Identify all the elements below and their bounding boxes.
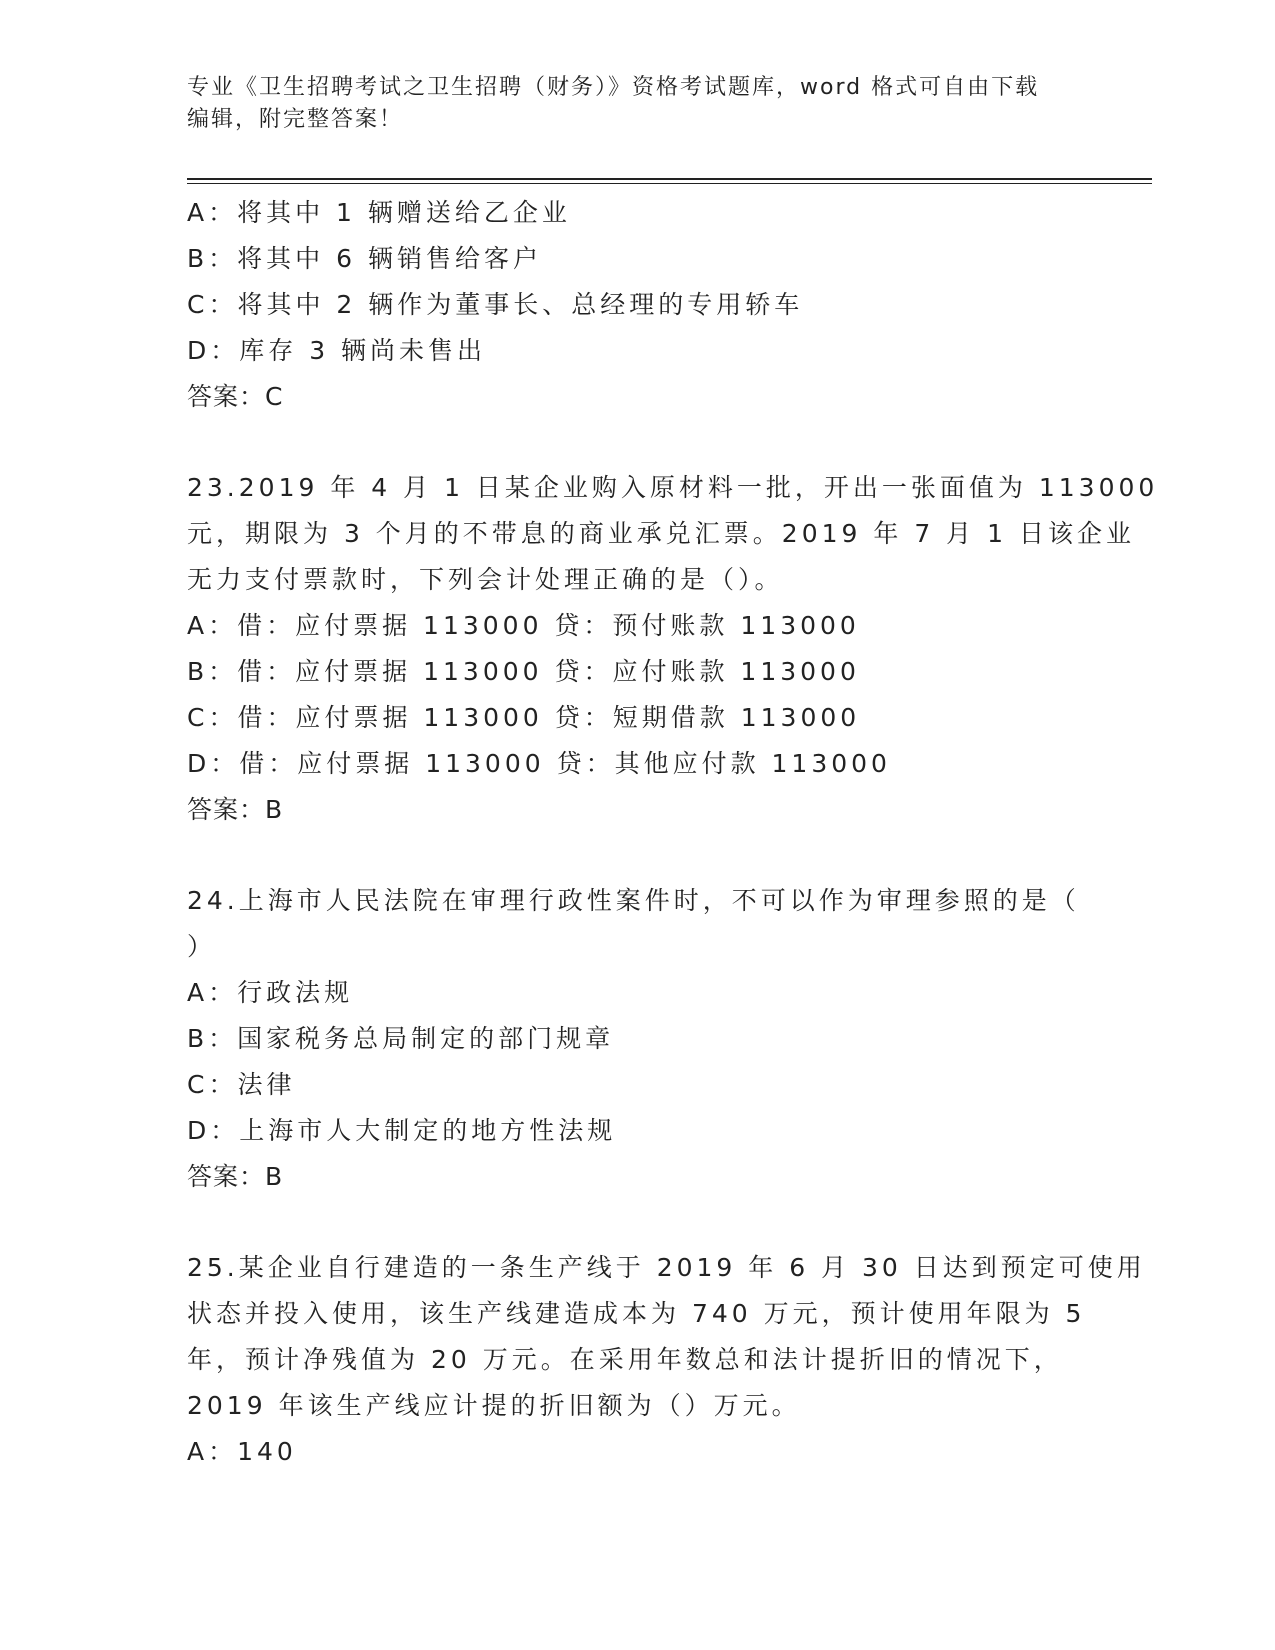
question-25 <box>187 1245 1146 1475</box>
answer: 答案：B <box>187 795 284 824</box>
question-24 <box>187 878 1087 1200</box>
option-b: B：借：应付票据 113000 贷：应付账款 113000 <box>187 657 860 686</box>
header-rule-thin <box>187 183 1152 184</box>
option-c: C：将其中 2 辆作为董事长、总经理的专用轿车 <box>187 290 804 319</box>
option-a: A：140 <box>187 1437 297 1466</box>
option-a: A：行政法规 <box>187 978 354 1007</box>
question-stem-line: 无力支付票款时，下列会计处理正确的是（）。 <box>187 565 784 594</box>
question-stem-line: 2019 年该生产线应计提的折旧额为（）万元。 <box>187 1391 801 1420</box>
answer: 答案：B <box>187 1162 284 1191</box>
header-rule-thick <box>187 178 1152 180</box>
header-line-2: 编辑，附完整答案！ <box>187 107 404 132</box>
question-22 <box>187 190 1087 420</box>
option-b: B：国家税务总局制定的部门规章 <box>187 1024 615 1053</box>
question-23 <box>187 465 1159 833</box>
header-line-1: 专业《卫生招聘考试之卫生招聘（财务）》资格考试题库，word 格式可自由下载 <box>187 75 1040 100</box>
answer: 答案：C <box>187 382 284 411</box>
document-header <box>187 72 1087 136</box>
option-b: B：将其中 6 辆销售给客户 <box>187 244 542 273</box>
question-stem-line: 25.某企业自行建造的一条生产线于 2019 年 6 月 30 日达到预定可使用 <box>187 1253 1146 1282</box>
question-stem-line: ） <box>187 932 217 961</box>
option-c: C：法律 <box>187 1070 296 1099</box>
question-list <box>187 190 1159 1475</box>
question-stem-line: 23.2019 年 4 月 1 日某企业购入原材料一批，开出一张面值为 113000 <box>187 473 1159 502</box>
option-d: D：上海市人大制定的地方性法规 <box>187 1116 617 1145</box>
option-c: C：借：应付票据 113000 贷：短期借款 113000 <box>187 703 861 732</box>
question-stem-line: 状态并投入使用，该生产线建造成本为 740 万元，预计使用年限为 5 <box>187 1299 1086 1328</box>
option-a: A：将其中 1 辆赠送给乙企业 <box>187 198 571 227</box>
option-d: D：库存 3 辆尚未售出 <box>187 336 487 365</box>
question-stem-line: 元，期限为 3 个月的不带息的商业承兑汇票。2019 年 7 月 1 日该企业 <box>187 519 1135 548</box>
option-d: D：借：应付票据 113000 贷：其他应付款 113000 <box>187 749 891 778</box>
question-stem-line: 24.上海市人民法院在审理行政性案件时，不可以作为审理参照的是（ <box>187 886 1080 915</box>
option-a: A：借：应付票据 113000 贷：预付账款 113000 <box>187 611 860 640</box>
question-stem-line: 年，预计净残值为 20 万元。在采用年数总和法计提折旧的情况下， <box>187 1345 1063 1374</box>
